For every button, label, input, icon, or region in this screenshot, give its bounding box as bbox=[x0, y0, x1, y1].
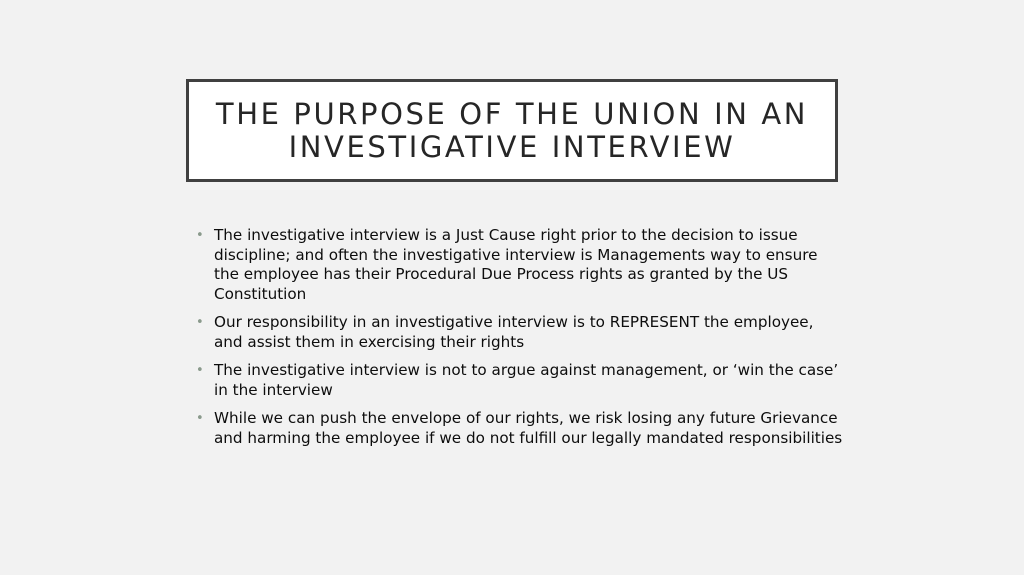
bullet-list bbox=[196, 226, 846, 457]
bullet-item bbox=[196, 409, 846, 448]
bullet-item bbox=[196, 361, 846, 400]
bullet-icon: • bbox=[196, 315, 204, 330]
bullet-item bbox=[196, 226, 846, 304]
bullet-item bbox=[196, 313, 846, 352]
bullet-text: The investigative interview is not to argue against management, or ‘win the case’ in the interview bbox=[214, 361, 839, 399]
slide-title: THE PURPOSE OF THE UNION IN AN INVESTIGATIVE INTERVIEW bbox=[215, 96, 809, 164]
bullet-text: While we can push the envelope of our rights, we risk losing any future Grievance and harming the employee if we do not fulfill our legally mandated responsibilities bbox=[214, 409, 843, 447]
bullet-icon: • bbox=[196, 228, 204, 243]
title-box bbox=[186, 79, 838, 182]
bullet-icon: • bbox=[196, 363, 204, 378]
bullet-text: The investigative interview is a Just Cause right prior to the decision to issue discipline; and often the investigative interview is Managements way to ensure the employee has their Procedural Due Process rights as granted by the US Constitution bbox=[214, 226, 818, 303]
bullet-text: Our responsibility in an investigative interview is to REPRESENT the employee, and assist them in exercising their rights bbox=[214, 313, 814, 351]
bullet-icon: • bbox=[196, 411, 204, 426]
